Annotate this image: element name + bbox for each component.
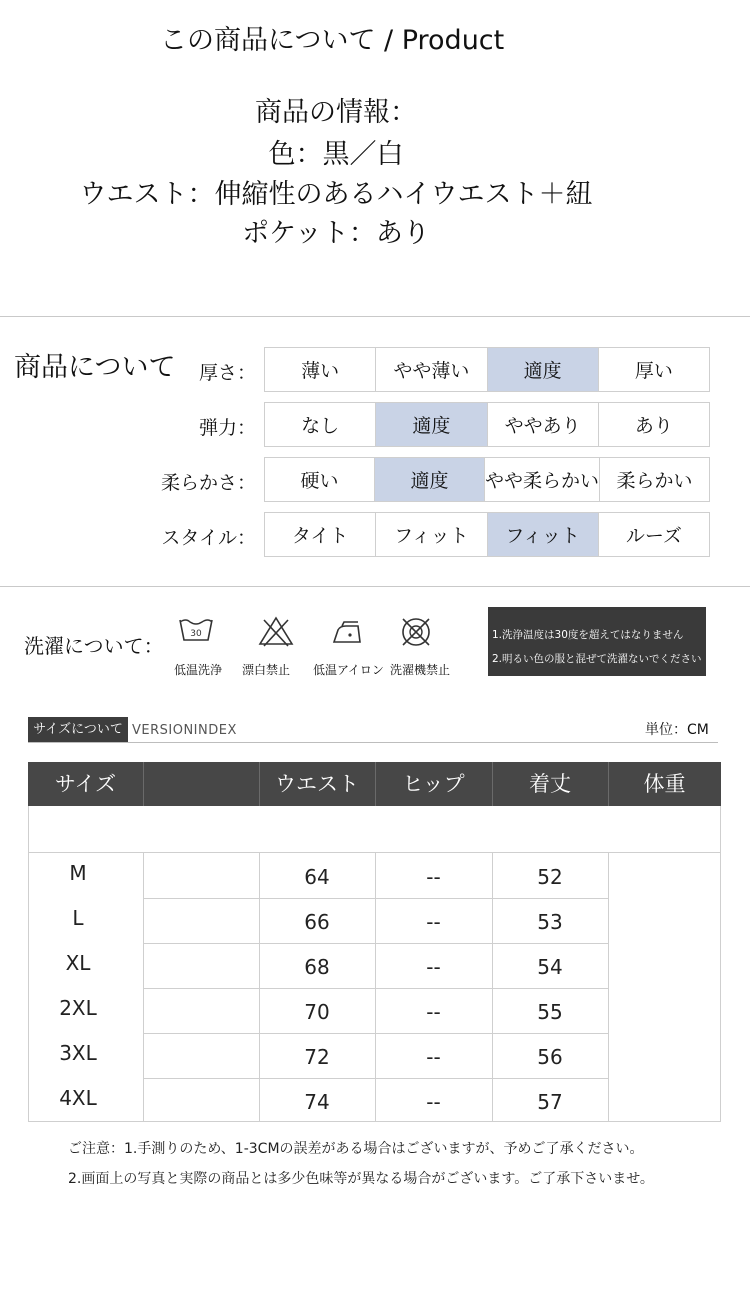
table-cell: -- bbox=[426, 910, 441, 934]
feature-label bbox=[136, 413, 256, 440]
feature-option: 適度 bbox=[375, 403, 486, 446]
table-cell: 55 bbox=[537, 1000, 563, 1024]
caution-note: ご注意：1.手測りのため、1-3CMの誤差がある場合はございますが、予めご了承ください。 bbox=[68, 1141, 644, 1157]
table-cell: 74 bbox=[304, 1090, 330, 1114]
wash-label: 漂白禁止 bbox=[242, 663, 291, 677]
feature-options bbox=[264, 512, 710, 557]
table-cell: 57 bbox=[537, 1090, 563, 1114]
feature-option: ややあり bbox=[487, 403, 598, 446]
column-divider bbox=[375, 852, 376, 1122]
feature-option: 硬い bbox=[300, 470, 339, 492]
feature-label-colon: ： bbox=[236, 362, 256, 384]
table-header-cell: 体重 bbox=[643, 772, 686, 796]
table-cell: 2XL bbox=[59, 996, 97, 1020]
column-divider bbox=[143, 762, 144, 806]
table-cell: -- bbox=[426, 865, 441, 889]
feature-option: 厚い bbox=[598, 348, 709, 391]
feature-label-colon: ： bbox=[236, 417, 256, 439]
feature-label-colon: ： bbox=[236, 527, 256, 549]
feature-label-text: 弾力 bbox=[198, 417, 237, 439]
column-divider bbox=[608, 762, 609, 806]
row-divider bbox=[143, 943, 608, 944]
size-subtitle: VERSIONINDEX bbox=[132, 723, 237, 738]
feature-option: やや柔らかい bbox=[484, 458, 599, 501]
caution-note: 2.画面上の写真と実際の商品とは多少色味等が異なる場合がございます。ご了承下さいませ。 bbox=[68, 1171, 654, 1187]
wash-label: 低温洗浄 bbox=[174, 663, 223, 677]
info-color: 色：黒／白 bbox=[268, 139, 404, 170]
info-heading: 商品の情報： bbox=[255, 97, 417, 128]
feature-label-colon: ： bbox=[236, 472, 256, 494]
table-cell: 70 bbox=[304, 1000, 330, 1024]
divider bbox=[28, 742, 718, 743]
page-title: この商品について / Product bbox=[160, 25, 505, 56]
column-divider bbox=[492, 852, 493, 1122]
table-cell: 54 bbox=[537, 955, 563, 979]
feature-label-text: 厚さ bbox=[198, 362, 237, 384]
feature-options bbox=[264, 347, 710, 392]
feature-label bbox=[136, 358, 256, 385]
table-cell: 66 bbox=[304, 910, 330, 934]
feature-option: ルーズ bbox=[598, 513, 709, 556]
feature-option: なし bbox=[301, 415, 340, 437]
table-cell: -- bbox=[426, 1000, 441, 1024]
table-cell: -- bbox=[426, 955, 441, 979]
row-divider bbox=[143, 898, 608, 899]
svg-text:30: 30 bbox=[190, 629, 202, 639]
table-header-cell: サイズ bbox=[54, 772, 117, 796]
table-cell: -- bbox=[426, 1045, 441, 1069]
column-divider bbox=[375, 762, 376, 806]
row-divider bbox=[143, 1078, 608, 1079]
feature-option: 適度 bbox=[487, 348, 598, 391]
no-bleach-icon bbox=[256, 612, 296, 652]
feature-option: フィット bbox=[375, 513, 486, 556]
feature-option: 適度 bbox=[374, 458, 484, 501]
wash-label: 洗濯機禁止 bbox=[390, 663, 451, 677]
feature-label-text: スタイル bbox=[161, 527, 237, 549]
feature-option: あり bbox=[598, 403, 709, 446]
table-cell: 52 bbox=[537, 865, 563, 889]
info-waist: ウエスト：伸縮性のあるハイウエスト＋紐 bbox=[79, 179, 593, 210]
row-divider bbox=[143, 1033, 608, 1034]
row-divider bbox=[28, 852, 721, 853]
feature-label bbox=[136, 523, 256, 550]
table-header-cell: 着丈 bbox=[529, 772, 571, 796]
washing-notes bbox=[488, 607, 706, 676]
row-divider bbox=[143, 988, 608, 989]
info-pocket: ポケット：あり bbox=[242, 218, 430, 249]
low-iron-icon bbox=[328, 612, 368, 652]
table-cell: 64 bbox=[304, 865, 330, 889]
table-cell: 53 bbox=[537, 910, 563, 934]
table-header-cell bbox=[143, 762, 259, 806]
feature-option: やや薄い bbox=[375, 348, 486, 391]
washing-note: 2.明るい色の服と混ぜて洗濯ないでください bbox=[492, 653, 702, 665]
divider bbox=[0, 586, 750, 587]
feature-options bbox=[264, 457, 710, 502]
feature-option: 薄い bbox=[301, 360, 340, 382]
table-cell: XL bbox=[65, 951, 91, 975]
table-cell: 56 bbox=[537, 1045, 563, 1069]
column-divider bbox=[259, 762, 260, 806]
column-divider bbox=[608, 852, 609, 1122]
feature-option: フィット bbox=[487, 513, 598, 556]
feature-label-text: 柔らかさ bbox=[160, 472, 237, 494]
column-divider bbox=[492, 762, 493, 806]
washing-note: 1.洗浄温度は30度を超えてはなりません bbox=[492, 629, 684, 641]
table-cell: 72 bbox=[304, 1045, 330, 1069]
feature-option: 柔らかい bbox=[599, 458, 709, 501]
table-cell: 3XL bbox=[59, 1041, 97, 1065]
size-tag: サイズについて bbox=[28, 717, 128, 742]
table-cell: M bbox=[69, 861, 87, 885]
table-cell: 4XL bbox=[59, 1086, 97, 1110]
table-cell: L bbox=[72, 906, 84, 930]
no-machine-wash-icon bbox=[396, 612, 436, 652]
table-header-cell: ヒップ bbox=[402, 772, 465, 796]
divider bbox=[0, 316, 750, 317]
wash-30-icon bbox=[176, 612, 216, 652]
unit-label: 単位：CM bbox=[645, 722, 709, 738]
feature-option: タイト bbox=[291, 525, 349, 547]
feature-label bbox=[136, 468, 256, 495]
feature-options bbox=[264, 402, 710, 447]
column-divider bbox=[259, 852, 260, 1122]
table-cell: 68 bbox=[304, 955, 330, 979]
features-title: 商品について bbox=[14, 352, 176, 383]
column-divider bbox=[143, 852, 144, 1122]
wash-label: 低温アイロン bbox=[313, 663, 384, 677]
washing-title: 洗濯について： bbox=[24, 634, 164, 658]
table-header-cell: ウエスト bbox=[275, 772, 359, 796]
table-cell: -- bbox=[426, 1090, 441, 1114]
